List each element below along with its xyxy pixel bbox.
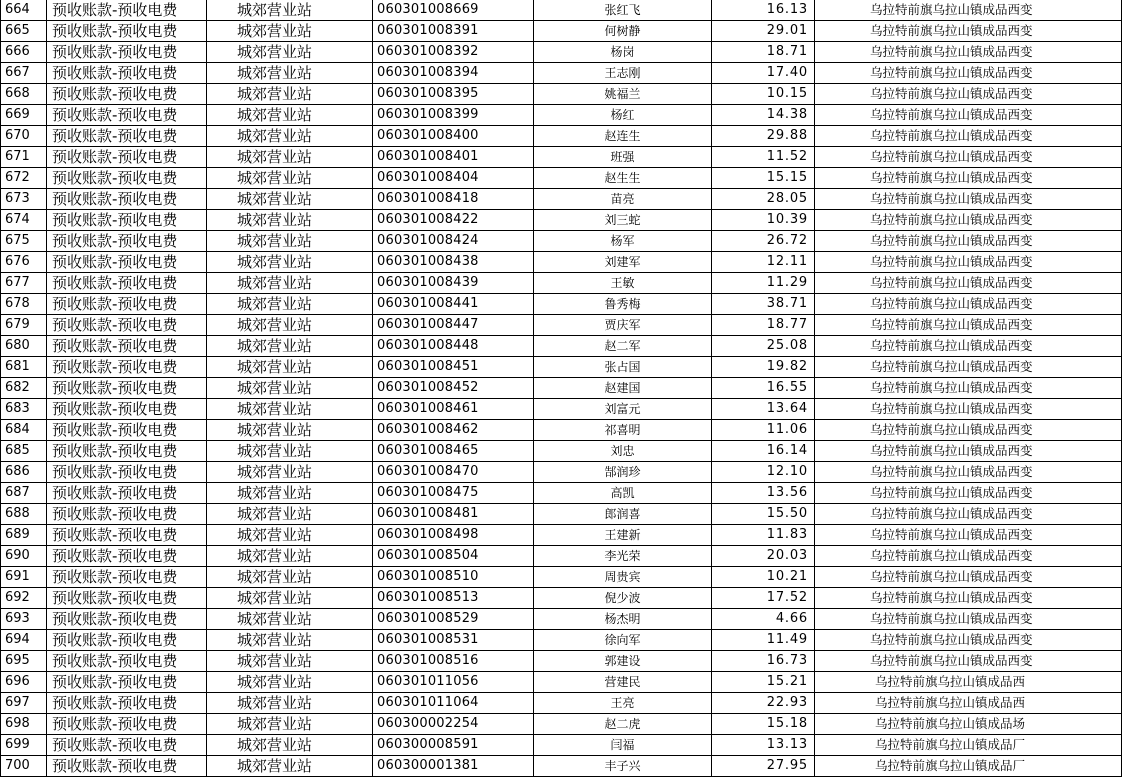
row-number-cell[interactable]: 670 [1,126,47,147]
customer-name-cell[interactable]: 赵生生 [534,168,712,189]
table-row [1,756,1122,777]
customer-name-cell[interactable]: 杨杰明 [534,609,712,630]
row-number-cell[interactable]: 686 [1,462,47,483]
address-cell[interactable]: 乌拉特前旗乌拉山镇成品西变 [815,336,1122,357]
account-type-cell[interactable]: 预收账款-预收电费 [47,0,207,21]
address-cell[interactable]: 乌拉特前旗乌拉山镇成品西变 [815,315,1122,336]
customer-name-cell[interactable]: 刘富元 [534,399,712,420]
account-number-cell[interactable]: 060301011056 [373,672,534,693]
row-number-cell[interactable]: 699 [1,735,47,756]
address-cell[interactable]: 乌拉特前旗乌拉山镇成品西变 [815,252,1122,273]
account-type-cell[interactable]: 预收账款-预收电费 [47,105,207,126]
customer-name-cell[interactable]: 郎润喜 [534,504,712,525]
customer-name-cell[interactable]: 杨红 [534,105,712,126]
account-number-cell[interactable]: 060301008391 [373,21,534,42]
table-row [1,189,1122,210]
station-cell[interactable]: 城郊营业站 [207,693,373,714]
account-type-cell[interactable]: 预收账款-预收电费 [47,252,207,273]
account-type-cell[interactable]: 预收账款-预收电费 [47,189,207,210]
station-cell[interactable]: 城郊营业站 [207,504,373,525]
customer-name-cell[interactable]: 刘忠 [534,441,712,462]
row-number-cell[interactable]: 683 [1,399,47,420]
account-type-cell[interactable]: 预收账款-预收电费 [47,693,207,714]
row-number-cell[interactable]: 684 [1,420,47,441]
customer-name-cell[interactable]: 刘建军 [534,252,712,273]
account-number-cell[interactable]: 060301008438 [373,252,534,273]
row-number-cell[interactable]: 678 [1,294,47,315]
address-cell[interactable]: 乌拉特前旗乌拉山镇成品西变 [815,504,1122,525]
station-cell[interactable]: 城郊营业站 [207,420,373,441]
customer-name-cell[interactable]: 何树静 [534,21,712,42]
row-number-cell[interactable]: 675 [1,231,47,252]
table-row [1,126,1122,147]
account-type-cell[interactable]: 预收账款-预收电费 [47,210,207,231]
account-number-cell[interactable]: 060301008394 [373,63,534,84]
station-cell[interactable]: 城郊营业站 [207,105,373,126]
table-row [1,567,1122,588]
station-cell[interactable]: 城郊营业站 [207,210,373,231]
address-cell[interactable]: 乌拉特前旗乌拉山镇成品西变 [815,273,1122,294]
table-row [1,315,1122,336]
address-cell[interactable]: 乌拉特前旗乌拉山镇成品西变 [815,651,1122,672]
amount-cell[interactable]: 18.71 [712,42,815,63]
account-number-cell[interactable]: 060301008498 [373,525,534,546]
customer-name-cell[interactable]: 苗亮 [534,189,712,210]
account-number-cell[interactable]: 060301008461 [373,399,534,420]
address-cell[interactable]: 乌拉特前旗乌拉山镇成品西变 [815,42,1122,63]
station-cell[interactable]: 城郊营业站 [207,231,373,252]
amount-cell[interactable]: 14.38 [712,105,815,126]
amount-cell[interactable]: 16.13 [712,0,815,21]
address-cell[interactable]: 乌拉特前旗乌拉山镇成品西变 [815,546,1122,567]
account-number-cell[interactable]: 060301008452 [373,378,534,399]
amount-cell[interactable]: 25.08 [712,336,815,357]
address-cell[interactable]: 乌拉特前旗乌拉山镇成品西变 [815,210,1122,231]
customer-name-cell[interactable]: 郭建设 [534,651,712,672]
table-row [1,546,1122,567]
station-cell[interactable]: 城郊营业站 [207,609,373,630]
account-type-cell[interactable]: 预收账款-预收电费 [47,126,207,147]
customer-name-cell[interactable]: 杨军 [534,231,712,252]
table-row [1,273,1122,294]
row-number-cell[interactable]: 676 [1,252,47,273]
station-cell[interactable]: 城郊营业站 [207,0,373,21]
amount-cell[interactable]: 10.21 [712,567,815,588]
account-type-cell[interactable]: 预收账款-预收电费 [47,168,207,189]
row-number-cell[interactable]: 666 [1,42,47,63]
customer-name-cell[interactable]: 徐向军 [534,630,712,651]
amount-cell[interactable]: 11.52 [712,147,815,168]
station-cell[interactable]: 城郊营业站 [207,357,373,378]
account-number-cell[interactable]: 060301008481 [373,504,534,525]
account-number-cell[interactable]: 060301008401 [373,147,534,168]
account-type-cell[interactable]: 预收账款-预收电费 [47,546,207,567]
row-number-cell[interactable]: 681 [1,357,47,378]
account-type-cell[interactable]: 预收账款-预收电费 [47,672,207,693]
account-number-cell[interactable]: 060301008510 [373,567,534,588]
account-type-cell[interactable]: 预收账款-预收电费 [47,336,207,357]
address-cell[interactable]: 乌拉特前旗乌拉山镇成品西变 [815,567,1122,588]
account-number-cell[interactable]: 060301008669 [373,0,534,21]
amount-cell[interactable]: 28.05 [712,189,815,210]
account-type-cell[interactable]: 预收账款-预收电费 [47,462,207,483]
amount-cell[interactable]: 11.49 [712,630,815,651]
row-number-cell[interactable]: 685 [1,441,47,462]
row-number-cell[interactable]: 667 [1,63,47,84]
row-number-cell[interactable]: 697 [1,693,47,714]
customer-name-cell[interactable]: 张红飞 [534,0,712,21]
customer-name-cell[interactable]: 张占国 [534,357,712,378]
address-cell[interactable]: 乌拉特前旗乌拉山镇成品西变 [815,630,1122,651]
table-row [1,105,1122,126]
address-cell[interactable]: 乌拉特前旗乌拉山镇成品西变 [815,84,1122,105]
account-type-cell[interactable]: 预收账款-预收电费 [47,315,207,336]
station-cell[interactable]: 城郊营业站 [207,84,373,105]
customer-name-cell[interactable]: 杨岗 [534,42,712,63]
account-type-cell[interactable]: 预收账款-预收电费 [47,609,207,630]
row-number-cell[interactable]: 682 [1,378,47,399]
amount-cell[interactable]: 13.13 [712,735,815,756]
address-cell[interactable]: 乌拉特前旗乌拉山镇成品西变 [815,147,1122,168]
table-row [1,693,1122,714]
account-type-cell[interactable]: 预收账款-预收电费 [47,63,207,84]
customer-name-cell[interactable]: 倪少波 [534,588,712,609]
amount-cell[interactable]: 19.82 [712,357,815,378]
account-number-cell[interactable]: 060301008470 [373,462,534,483]
station-cell[interactable]: 城郊营业站 [207,168,373,189]
address-cell[interactable]: 乌拉特前旗乌拉山镇成品西变 [815,462,1122,483]
customer-name-cell[interactable]: 王建新 [534,525,712,546]
amount-cell[interactable]: 29.88 [712,126,815,147]
row-number-cell[interactable]: 695 [1,651,47,672]
station-cell[interactable]: 城郊营业站 [207,147,373,168]
account-number-cell[interactable]: 060301008513 [373,588,534,609]
table-row [1,252,1122,273]
amount-cell[interactable]: 17.40 [712,63,815,84]
amount-cell[interactable]: 29.01 [712,21,815,42]
account-number-cell[interactable]: 060300002254 [373,714,534,735]
table-row [1,672,1122,693]
table-row [1,63,1122,84]
row-number-cell[interactable]: 696 [1,672,47,693]
table-row [1,504,1122,525]
account-number-cell[interactable]: 060301008441 [373,294,534,315]
amount-cell[interactable]: 15.15 [712,168,815,189]
account-number-cell[interactable]: 060301008424 [373,231,534,252]
amount-cell[interactable]: 22.93 [712,693,815,714]
amount-cell[interactable]: 13.56 [712,483,815,504]
customer-name-cell[interactable]: 贾庆军 [534,315,712,336]
row-number-cell[interactable]: 679 [1,315,47,336]
customer-name-cell[interactable]: 丰子兴 [534,756,712,777]
customer-name-cell[interactable]: 赵建国 [534,378,712,399]
row-number-cell[interactable]: 700 [1,756,47,777]
account-number-cell[interactable]: 060300008591 [373,735,534,756]
table-row [1,336,1122,357]
customer-name-cell[interactable]: 周贵宾 [534,567,712,588]
amount-cell[interactable]: 12.10 [712,462,815,483]
station-cell[interactable]: 城郊营业站 [207,462,373,483]
row-number-cell[interactable]: 687 [1,483,47,504]
address-cell[interactable]: 乌拉特前旗乌拉山镇成品西变 [815,525,1122,546]
account-type-cell[interactable]: 预收账款-预收电费 [47,378,207,399]
amount-cell[interactable]: 12.11 [712,252,815,273]
account-type-cell[interactable]: 预收账款-预收电费 [47,567,207,588]
table-row [1,21,1122,42]
station-cell[interactable]: 城郊营业站 [207,630,373,651]
amount-cell[interactable]: 20.03 [712,546,815,567]
row-number-cell[interactable]: 671 [1,147,47,168]
station-cell[interactable]: 城郊营业站 [207,378,373,399]
address-cell[interactable]: 乌拉特前旗乌拉山镇成品西变 [815,105,1122,126]
table-row [1,462,1122,483]
account-type-cell[interactable]: 预收账款-预收电费 [47,588,207,609]
customer-name-cell[interactable]: 王志刚 [534,63,712,84]
customer-name-cell[interactable]: 营建民 [534,672,712,693]
account-type-cell[interactable]: 预收账款-预收电费 [47,735,207,756]
station-cell[interactable]: 城郊营业站 [207,336,373,357]
station-cell[interactable]: 城郊营业站 [207,735,373,756]
table-row [1,588,1122,609]
station-cell[interactable]: 城郊营业站 [207,525,373,546]
station-cell[interactable]: 城郊营业站 [207,714,373,735]
amount-cell[interactable]: 10.15 [712,84,815,105]
customer-name-cell[interactable]: 高凯 [534,483,712,504]
address-cell[interactable]: 乌拉特前旗乌拉山镇成品西变 [815,63,1122,84]
amount-cell[interactable]: 15.21 [712,672,815,693]
customer-name-cell[interactable]: 班强 [534,147,712,168]
table-row [1,420,1122,441]
station-cell[interactable]: 城郊营业站 [207,651,373,672]
address-cell[interactable]: 乌拉特前旗乌拉山镇成品厂 [815,735,1122,756]
customer-name-cell[interactable]: 王敏 [534,273,712,294]
account-type-cell[interactable]: 预收账款-预收电费 [47,357,207,378]
account-type-cell[interactable]: 预收账款-预收电费 [47,504,207,525]
station-cell[interactable]: 城郊营业站 [207,399,373,420]
account-number-cell[interactable]: 060301008418 [373,189,534,210]
customer-name-cell[interactable]: 赵二军 [534,336,712,357]
amount-cell[interactable]: 26.72 [712,231,815,252]
account-number-cell[interactable]: 060301008404 [373,168,534,189]
account-type-cell[interactable]: 预收账款-预收电费 [47,630,207,651]
address-cell[interactable]: 乌拉特前旗乌拉山镇成品西变 [815,294,1122,315]
amount-cell[interactable]: 27.95 [712,756,815,777]
account-number-cell[interactable]: 060301008465 [373,441,534,462]
account-number-cell[interactable]: 060301008395 [373,84,534,105]
customer-name-cell[interactable]: 闫福 [534,735,712,756]
row-number-cell[interactable]: 690 [1,546,47,567]
account-type-cell[interactable]: 预收账款-预收电费 [47,294,207,315]
address-cell[interactable]: 乌拉特前旗乌拉山镇成品西变 [815,483,1122,504]
table-row [1,0,1122,21]
account-number-cell[interactable]: 060301008439 [373,273,534,294]
address-cell[interactable]: 乌拉特前旗乌拉山镇成品西变 [815,357,1122,378]
station-cell[interactable]: 城郊营业站 [207,567,373,588]
address-cell[interactable]: 乌拉特前旗乌拉山镇成品西变 [815,588,1122,609]
table-row [1,378,1122,399]
account-number-cell[interactable]: 060301008448 [373,336,534,357]
row-number-cell[interactable]: 688 [1,504,47,525]
table-row [1,357,1122,378]
row-number-cell[interactable]: 680 [1,336,47,357]
customer-name-cell[interactable]: 李光荣 [534,546,712,567]
account-number-cell[interactable]: 060301008529 [373,609,534,630]
table-row [1,735,1122,756]
table-row [1,399,1122,420]
account-number-cell[interactable]: 060300001381 [373,756,534,777]
account-number-cell[interactable]: 060301008447 [373,315,534,336]
address-cell[interactable]: 乌拉特前旗乌拉山镇成品西 [815,672,1122,693]
account-type-cell[interactable]: 预收账款-预收电费 [47,441,207,462]
customer-name-cell[interactable]: 赵连生 [534,126,712,147]
station-cell[interactable]: 城郊营业站 [207,63,373,84]
row-number-cell[interactable]: 673 [1,189,47,210]
address-cell[interactable]: 乌拉特前旗乌拉山镇成品西变 [815,609,1122,630]
station-cell[interactable]: 城郊营业站 [207,252,373,273]
row-number-cell[interactable]: 672 [1,168,47,189]
account-number-cell[interactable]: 060301008399 [373,105,534,126]
account-type-cell[interactable]: 预收账款-预收电费 [47,273,207,294]
address-cell[interactable]: 乌拉特前旗乌拉山镇成品厂 [815,756,1122,777]
account-type-cell[interactable]: 预收账款-预收电费 [47,21,207,42]
address-cell[interactable]: 乌拉特前旗乌拉山镇成品西变 [815,420,1122,441]
row-number-cell[interactable]: 677 [1,273,47,294]
address-cell[interactable]: 乌拉特前旗乌拉山镇成品西变 [815,21,1122,42]
customer-name-cell[interactable]: 祁喜明 [534,420,712,441]
account-type-cell[interactable]: 预收账款-预收电费 [47,42,207,63]
station-cell[interactable]: 城郊营业站 [207,126,373,147]
account-type-cell[interactable]: 预收账款-预收电费 [47,147,207,168]
table-row [1,147,1122,168]
row-number-cell[interactable]: 693 [1,609,47,630]
station-cell[interactable]: 城郊营业站 [207,441,373,462]
amount-cell[interactable]: 16.73 [712,651,815,672]
account-number-cell[interactable]: 060301008516 [373,651,534,672]
amount-cell[interactable]: 4.66 [712,609,815,630]
account-number-cell[interactable]: 060301011064 [373,693,534,714]
station-cell[interactable]: 城郊营业站 [207,483,373,504]
account-type-cell[interactable]: 预收账款-预收电费 [47,525,207,546]
row-number-cell[interactable]: 669 [1,105,47,126]
account-type-cell[interactable]: 预收账款-预收电费 [47,399,207,420]
customer-name-cell[interactable]: 姚福兰 [534,84,712,105]
row-number-cell[interactable]: 692 [1,588,47,609]
table-row [1,441,1122,462]
table-row [1,168,1122,189]
account-type-cell[interactable]: 预收账款-预收电费 [47,756,207,777]
table-row [1,651,1122,672]
row-number-cell[interactable]: 698 [1,714,47,735]
row-number-cell[interactable]: 668 [1,84,47,105]
account-number-cell[interactable]: 060301008504 [373,546,534,567]
account-type-cell[interactable]: 预收账款-预收电费 [47,714,207,735]
address-cell[interactable]: 乌拉特前旗乌拉山镇成品西变 [815,231,1122,252]
account-type-cell[interactable]: 预收账款-预收电费 [47,651,207,672]
amount-cell[interactable]: 15.18 [712,714,815,735]
address-cell[interactable]: 乌拉特前旗乌拉山镇成品西变 [815,126,1122,147]
address-cell[interactable]: 乌拉特前旗乌拉山镇成品西变 [815,168,1122,189]
table-row [1,483,1122,504]
row-number-cell[interactable]: 664 [1,0,47,21]
account-number-cell[interactable]: 060301008451 [373,357,534,378]
amount-cell[interactable]: 17.52 [712,588,815,609]
amount-cell[interactable]: 16.14 [712,441,815,462]
address-cell[interactable]: 乌拉特前旗乌拉山镇成品西变 [815,399,1122,420]
customer-name-cell[interactable]: 鲁秀梅 [534,294,712,315]
station-cell[interactable]: 城郊营业站 [207,21,373,42]
customer-name-cell[interactable]: 赵二虎 [534,714,712,735]
address-cell[interactable]: 乌拉特前旗乌拉山镇成品场 [815,714,1122,735]
row-number-cell[interactable]: 689 [1,525,47,546]
amount-cell[interactable]: 13.64 [712,399,815,420]
table-row [1,525,1122,546]
address-cell[interactable]: 乌拉特前旗乌拉山镇成品西变 [815,378,1122,399]
table-row [1,630,1122,651]
account-number-cell[interactable]: 060301008531 [373,630,534,651]
account-number-cell[interactable]: 060301008462 [373,420,534,441]
account-type-cell[interactable]: 预收账款-预收电费 [47,483,207,504]
customer-name-cell[interactable]: 王亮 [534,693,712,714]
station-cell[interactable]: 城郊营业站 [207,672,373,693]
row-number-cell[interactable]: 674 [1,210,47,231]
table-row [1,84,1122,105]
account-number-cell[interactable]: 060301008400 [373,126,534,147]
station-cell[interactable]: 城郊营业站 [207,273,373,294]
amount-cell[interactable]: 15.50 [712,504,815,525]
account-number-cell[interactable]: 060301008475 [373,483,534,504]
address-cell[interactable]: 乌拉特前旗乌拉山镇成品西 [815,693,1122,714]
account-number-cell[interactable]: 060301008392 [373,42,534,63]
account-number-cell[interactable]: 060301008422 [373,210,534,231]
row-number-cell[interactable]: 665 [1,21,47,42]
table-row [1,42,1122,63]
station-cell[interactable]: 城郊营业站 [207,42,373,63]
station-cell[interactable]: 城郊营业站 [207,294,373,315]
amount-cell[interactable]: 10.39 [712,210,815,231]
station-cell[interactable]: 城郊营业站 [207,189,373,210]
customer-name-cell[interactable]: 郜润珍 [534,462,712,483]
table-row [1,210,1122,231]
station-cell[interactable]: 城郊营业站 [207,546,373,567]
amount-cell[interactable]: 18.77 [712,315,815,336]
address-cell[interactable]: 乌拉特前旗乌拉山镇成品西变 [815,0,1122,21]
amount-cell[interactable]: 11.06 [712,420,815,441]
amount-cell[interactable]: 16.55 [712,378,815,399]
station-cell[interactable]: 城郊营业站 [207,588,373,609]
account-type-cell[interactable]: 预收账款-预收电费 [47,231,207,252]
table-row [1,609,1122,630]
row-number-cell[interactable]: 691 [1,567,47,588]
account-type-cell[interactable]: 预收账款-预收电费 [47,84,207,105]
row-number-cell[interactable]: 694 [1,630,47,651]
table-body [1,0,1122,777]
station-cell[interactable]: 城郊营业站 [207,315,373,336]
amount-cell[interactable]: 11.83 [712,525,815,546]
table-row [1,231,1122,252]
address-cell[interactable]: 乌拉特前旗乌拉山镇成品西变 [815,189,1122,210]
amount-cell[interactable]: 38.71 [712,294,815,315]
table-row [1,294,1122,315]
table-row [1,714,1122,735]
address-cell[interactable]: 乌拉特前旗乌拉山镇成品西变 [815,441,1122,462]
account-type-cell[interactable]: 预收账款-预收电费 [47,420,207,441]
station-cell[interactable]: 城郊营业站 [207,756,373,777]
customer-name-cell[interactable]: 刘三蛇 [534,210,712,231]
amount-cell[interactable]: 11.29 [712,273,815,294]
